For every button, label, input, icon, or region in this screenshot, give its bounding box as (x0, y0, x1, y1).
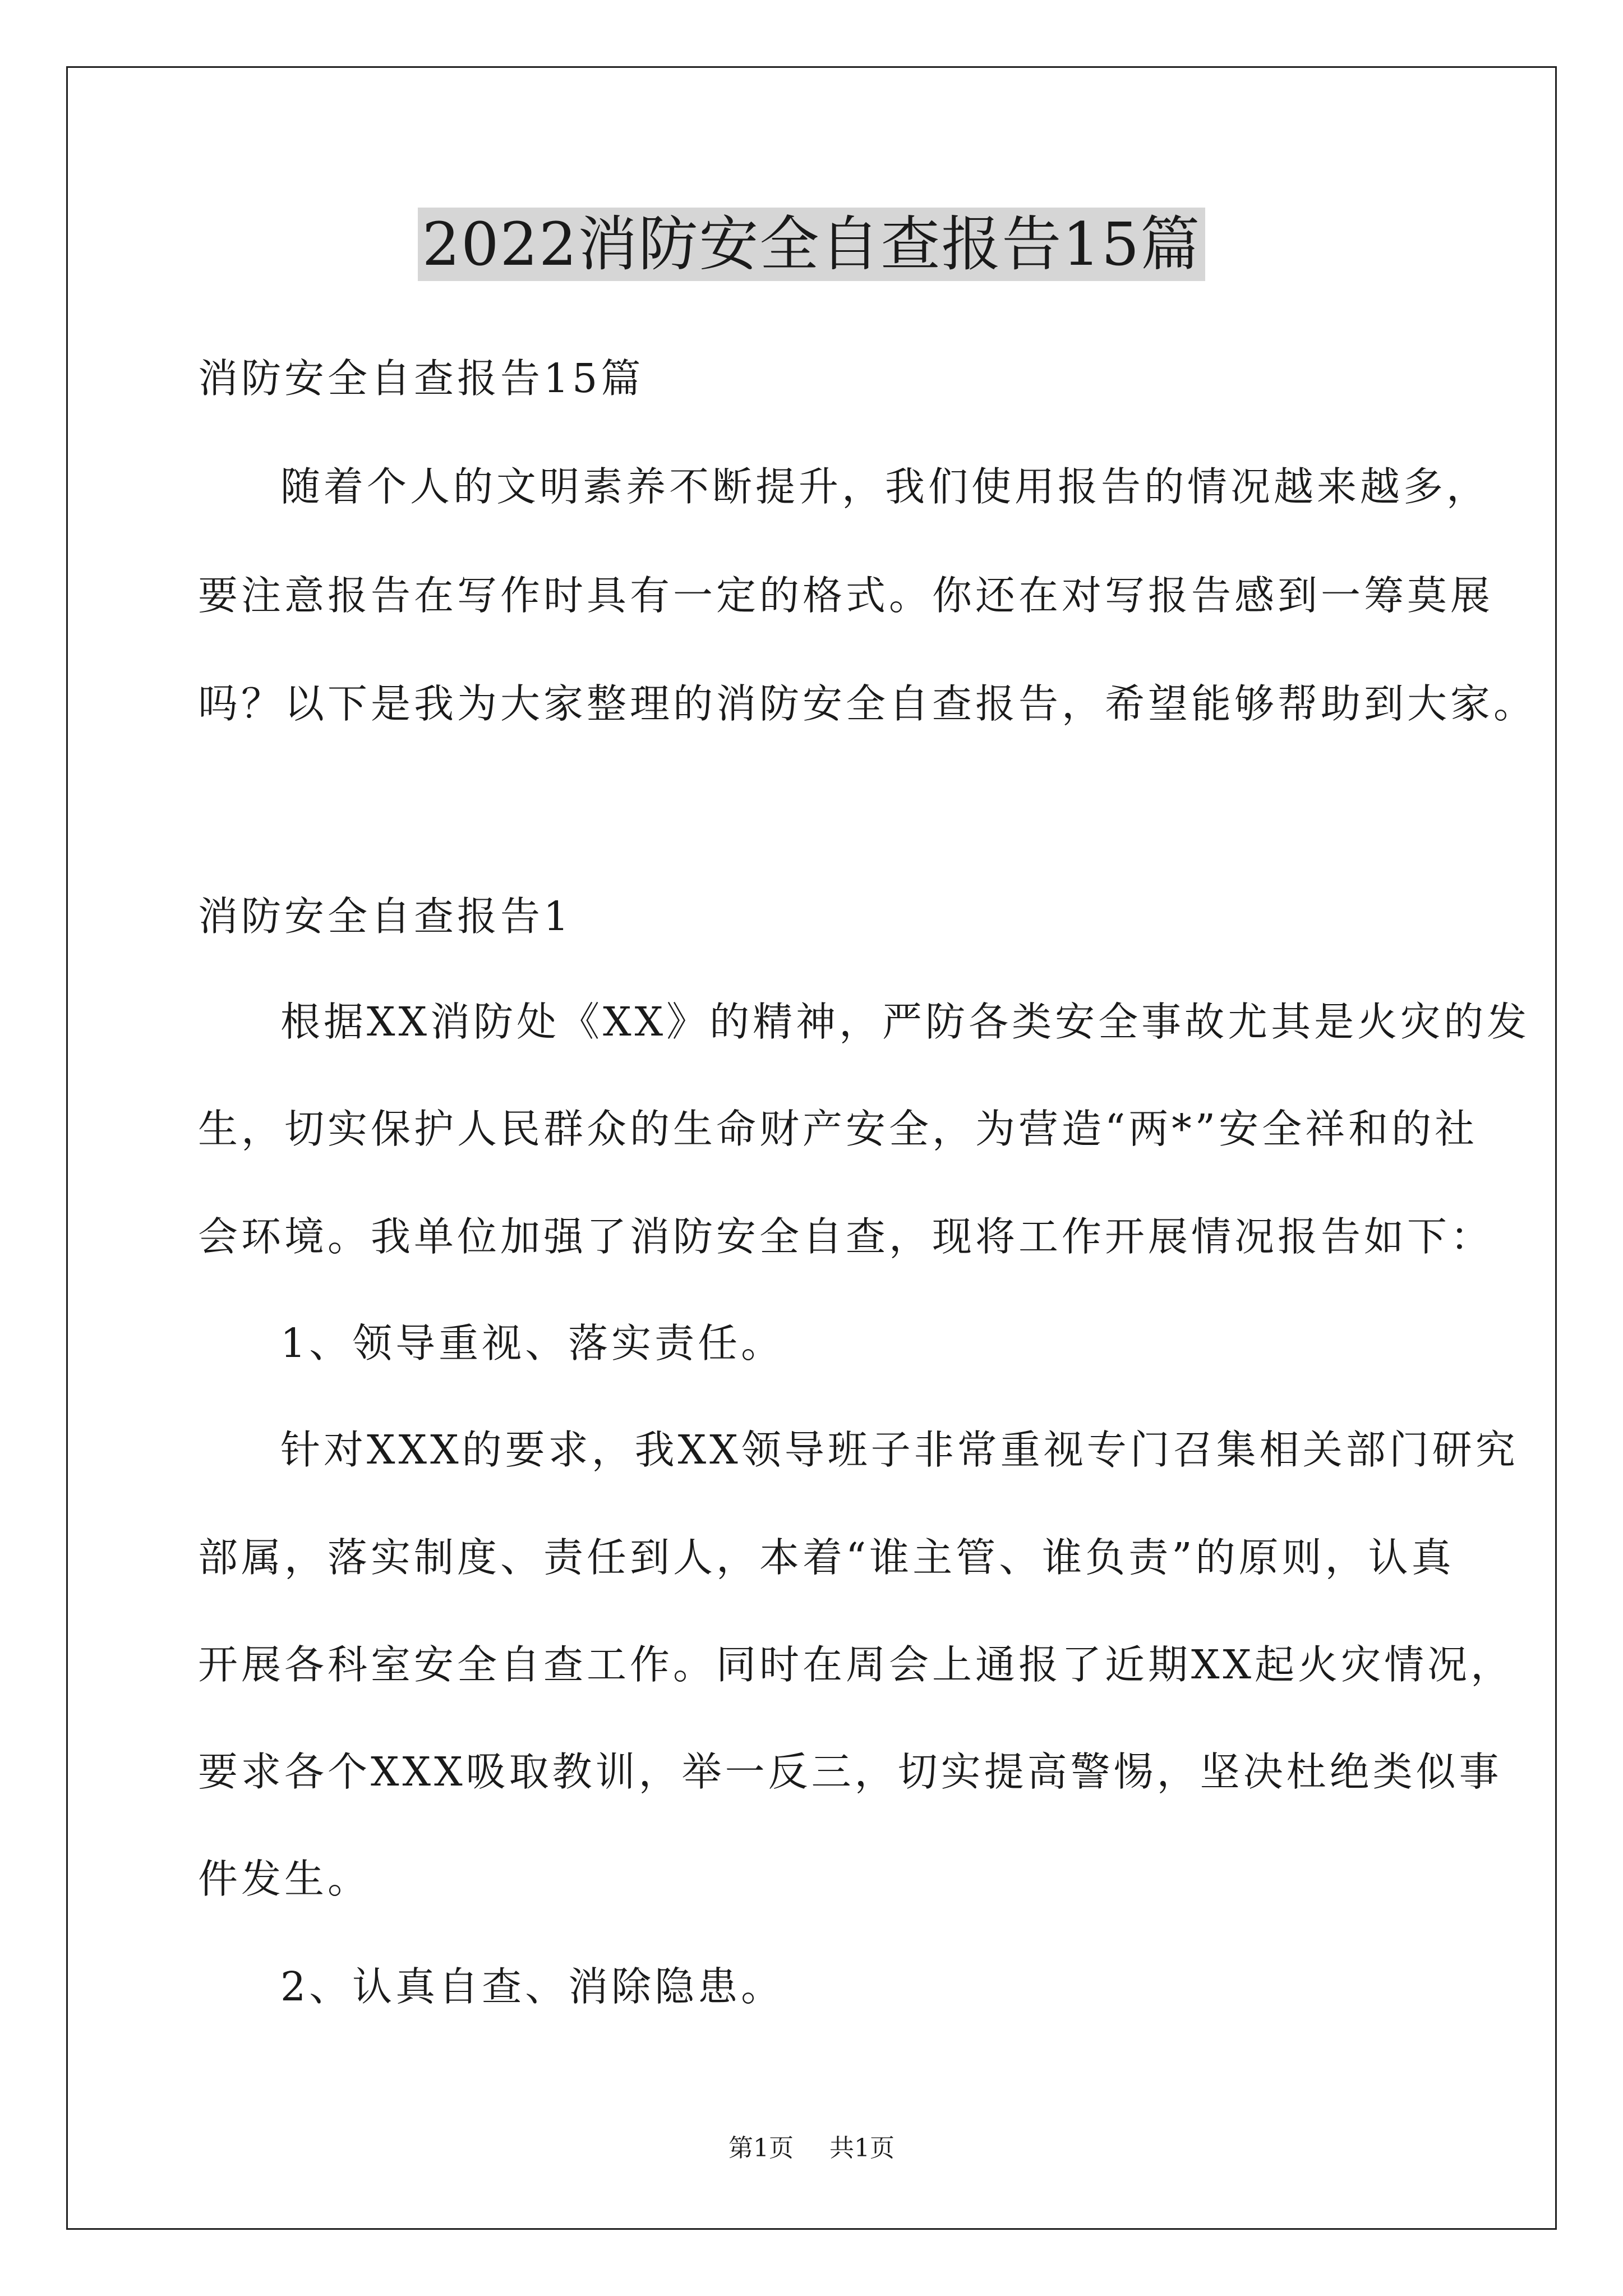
body-paragraph-2-line-4: 要求各个XXX吸取教训，举一反三，切实提高警惕，坚决杜绝类似事 (198, 1749, 1502, 1795)
body-paragraph-2-line-2: 部属，落实制度、责任到人，本着“谁主管、谁负责”的原则，认真 (198, 1534, 1455, 1581)
body-paragraph-2-line-1: 针对XXX的要求，我XX领导班子非常重视专门召集相关部门研究 (280, 1427, 1519, 1473)
intro-paragraph-line-1: 随着个人的文明素养不断提升，我们使用报告的情况越来越多， (280, 463, 1490, 510)
report-series-heading: 消防安全自查报告15篇 (198, 355, 644, 402)
section-1-heading: 1、领导重视、落实责任。 (280, 1320, 785, 1366)
body-paragraph-2-line-5: 件发生。 (198, 1856, 371, 1902)
page-number-total: 共1页 (829, 2134, 895, 2162)
document-title-text: 2022消防安全自查报告15篇 (418, 208, 1206, 281)
report-1-heading: 消防安全自查报告1 (198, 893, 573, 940)
intro-paragraph-line-3: 吗？以下是我为大家整理的消防安全自查报告，希望能够帮助到大家。 (198, 680, 1537, 727)
body-paragraph-1-line-2: 生，切实保护人民群众的生命财产安全，为营造“两*”安全祥和的社 (198, 1106, 1478, 1152)
body-paragraph-1-line-1: 根据XX消防处《XX》的精神，严防各类安全事故尤其是火灾的发 (280, 999, 1530, 1045)
section-2-heading: 2、认真自查、消除隐患。 (280, 1963, 785, 2010)
intro-paragraph-line-2: 要注意报告在写作时具有一定的格式。你还在对写报告感到一筹莫展 (198, 572, 1494, 619)
document-title (0, 205, 1623, 284)
body-paragraph-2-line-3: 开展各科室安全自查工作。同时在周会上通报了近期XX起火灾情况， (198, 1641, 1514, 1688)
body-paragraph-1-line-3: 会环境。我单位加强了消防安全自查，现将工作开展情况报告如下： (198, 1213, 1494, 1260)
page-number-current: 第1页 (728, 2134, 794, 2162)
page-footer (0, 2132, 1623, 2165)
